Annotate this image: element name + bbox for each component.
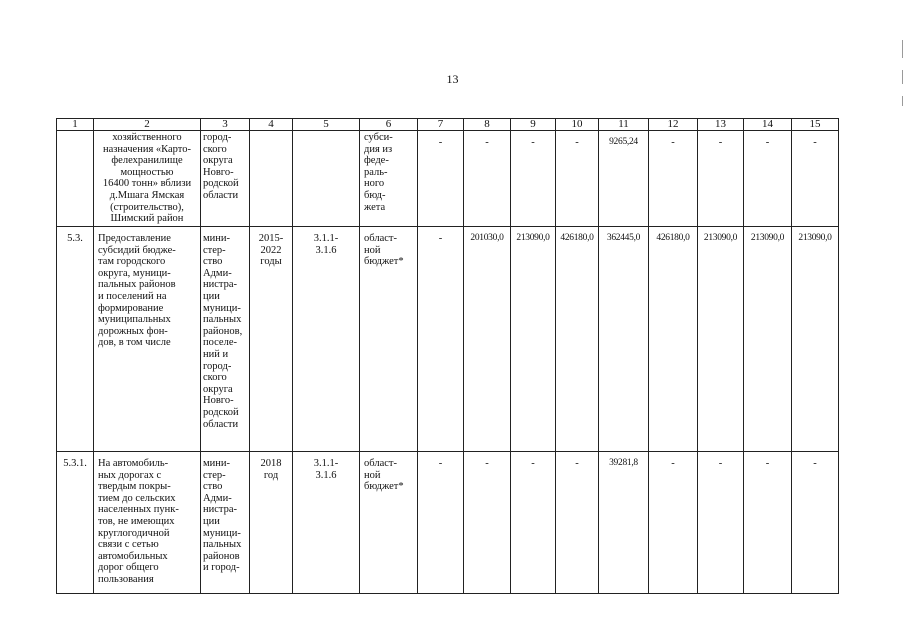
- indicator-cell: 3.1.1- 3.1.6: [293, 452, 360, 594]
- value-cell: -: [556, 452, 599, 594]
- row-number: 5.3.: [57, 227, 94, 452]
- table-row: [57, 131, 839, 227]
- value-cell: -: [511, 131, 556, 227]
- value-cell: 426180,0: [649, 227, 698, 452]
- executor-cell: город- ского округа Новго- родской области: [201, 131, 250, 227]
- value-cell: -: [418, 452, 464, 594]
- header-cell: 6: [360, 119, 418, 131]
- funding-source-cell: субси- дия из феде- раль- ного бюд- жета: [360, 131, 418, 227]
- value-cell: 201030,0: [464, 227, 511, 452]
- value-cell: 213090,0: [744, 227, 792, 452]
- header-row: [57, 119, 839, 131]
- row-number: [57, 131, 94, 227]
- value-cell: -: [698, 131, 744, 227]
- indicator-cell: 3.1.1- 3.1.6: [293, 227, 360, 452]
- value-cell: 426180,0: [556, 227, 599, 452]
- value-cell: -: [556, 131, 599, 227]
- header-cell: 3: [201, 119, 250, 131]
- measure-name: На автомобиль- ных дорогах с твердым покры- тием до сельских населенных пунк- тов, не имеющих круглогодичной связи с сетью автомобильных дорог общего пользования: [94, 452, 201, 594]
- measure-name: хозяйственного назначения «Карто- фелехранилище мощностью 16400 тонн» вблизи д.Мшага Ямская (строительство), Шимский район: [94, 131, 201, 227]
- table-row: [57, 452, 839, 594]
- row-number: 5.3.1.: [57, 452, 94, 594]
- period-cell: [250, 131, 293, 227]
- header-cell: 11: [599, 119, 649, 131]
- value-cell: -: [744, 131, 792, 227]
- scan-edge-mark: [902, 70, 903, 84]
- period-cell: 2015- 2022 годы: [250, 227, 293, 452]
- value-cell: -: [511, 452, 556, 594]
- value-cell: -: [698, 452, 744, 594]
- header-cell: 2: [94, 119, 201, 131]
- header-cell: 8: [464, 119, 511, 131]
- value-cell: 213090,0: [511, 227, 556, 452]
- page-number: 13: [446, 72, 459, 86]
- value-cell: -: [464, 452, 511, 594]
- header-cell: 13: [698, 119, 744, 131]
- budget-table: [56, 118, 839, 594]
- value-cell: 213090,0: [698, 227, 744, 452]
- executor-cell: мини- стер- ство Адми- нистра- ции муници- пальных районов, поселе- ний и город- ского округа Новго- родской области: [201, 227, 250, 452]
- indicator-cell: [293, 131, 360, 227]
- header-cell: 4: [250, 119, 293, 131]
- executor-cell: мини- стер- ство Адми- нистра- ции муници- пальных районов и город-: [201, 452, 250, 594]
- value-cell: -: [792, 131, 839, 227]
- value-cell: -: [792, 452, 839, 594]
- header-cell: 5: [293, 119, 360, 131]
- header-cell: 15: [792, 119, 839, 131]
- value-cell: -: [649, 452, 698, 594]
- value-cell: 9265,24: [599, 131, 649, 227]
- scan-edge-mark: [902, 96, 903, 106]
- scan-edge-mark: [902, 40, 903, 58]
- funding-source-cell: област- ной бюджет*: [360, 452, 418, 594]
- value-cell: 213090,0: [792, 227, 839, 452]
- value-cell: 39281,8: [599, 452, 649, 594]
- funding-source-cell: област- ной бюджет*: [360, 227, 418, 452]
- period-cell: 2018 год: [250, 452, 293, 594]
- value-cell: 362445,0: [599, 227, 649, 452]
- header-cell: 1: [57, 119, 94, 131]
- value-cell: -: [464, 131, 511, 227]
- header-cell: 7: [418, 119, 464, 131]
- measure-name: Предоставление субсидий бюдже- там городского округа, муници- пальных районов и поселений на формирование муниципальных дорожных фон- дов, в том числе: [94, 227, 201, 452]
- header-cell: 12: [649, 119, 698, 131]
- value-cell: -: [418, 227, 464, 452]
- value-cell: -: [418, 131, 464, 227]
- header-cell: 10: [556, 119, 599, 131]
- table-row: [57, 227, 839, 452]
- value-cell: -: [744, 452, 792, 594]
- value-cell: -: [649, 131, 698, 227]
- header-cell: 9: [511, 119, 556, 131]
- header-cell: 14: [744, 119, 792, 131]
